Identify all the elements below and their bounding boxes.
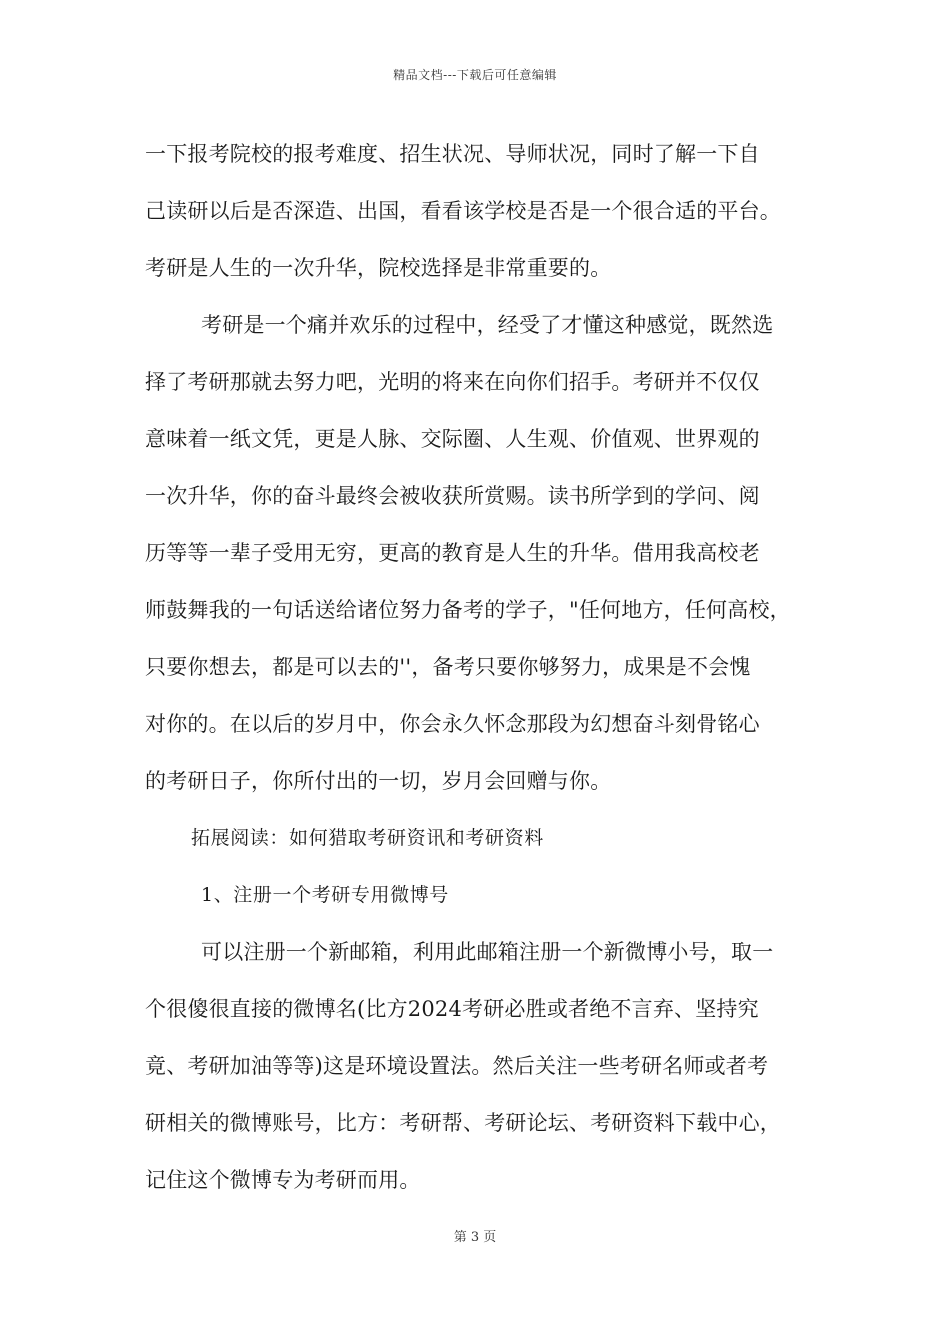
text-line: 师鼓舞我的一句话送给诸位努力备考的学子，"任何地方，任何高校， [145,598,791,622]
paragraph-start-line: 可以注册一个新邮箱，利用此邮箱注册一个新微博小号，取一 [201,940,774,964]
text-line: 研相关的微博账号，比方：考研帮、考研论坛、考研资料下载中心， [145,1111,781,1135]
subsection-heading: 1、注册一个考研专用微博号 [201,884,449,906]
text-line: 只要你想去，都是可以去的''，备考只要你够努力，成果是不会愧 [145,655,751,679]
text-line: 一次升华，你的奋斗最终会被收获所赏赐。读书所学到的学问、阅 [145,484,760,508]
text-line: 记住这个微博专为考研而用。 [145,1168,421,1192]
page-header: 精品文档---下载后可任意编辑 [393,68,557,82]
paragraph-start-line: 考研是一个痛并欢乐的过程中，经受了才懂这种感觉，既然选 [201,313,774,337]
text-line: 择了考研那就去努力吧，光明的将来在向你们招手。考研并不仅仅 [145,370,760,394]
text-line: 意味着一纸文凭，更是人脉、交际圈、人生观、价值观、世界观的 [145,427,760,451]
section-heading: 拓展阅读：如何猎取考研资讯和考研资料 [191,827,544,849]
text-line: 竟、考研加油等等)这是环境设置法。然后关注一些考研名师或者考 [145,1054,769,1078]
text-line: 己读研以后是否深造、出国，看看该学校是否是一个很合适的平台。 [145,199,781,223]
text-line: 历等等一辈子受用无穷，更高的教育是人生的升华。借用我高校老 [145,541,760,565]
text-line: 个很傻很直接的微博名(比方2024考研必胜或者绝不言弃、坚持究 [145,997,759,1021]
text-line: 的考研日子，你所付出的一切，岁月会回赠与你。 [145,769,612,793]
page-number: 第 3 页 [453,1230,497,1245]
document-body [145,130,815,1213]
text-line: 对你的。在以后的岁月中，你会永久怀念那段为幻想奋斗刻骨铭心 [145,712,760,736]
text-line: 一下报考院校的报考难度、招生状况、导师状况，同时了解一下自 [145,142,760,166]
text-line: 考研是人生的一次升华，院校选择是非常重要的。 [145,256,612,280]
